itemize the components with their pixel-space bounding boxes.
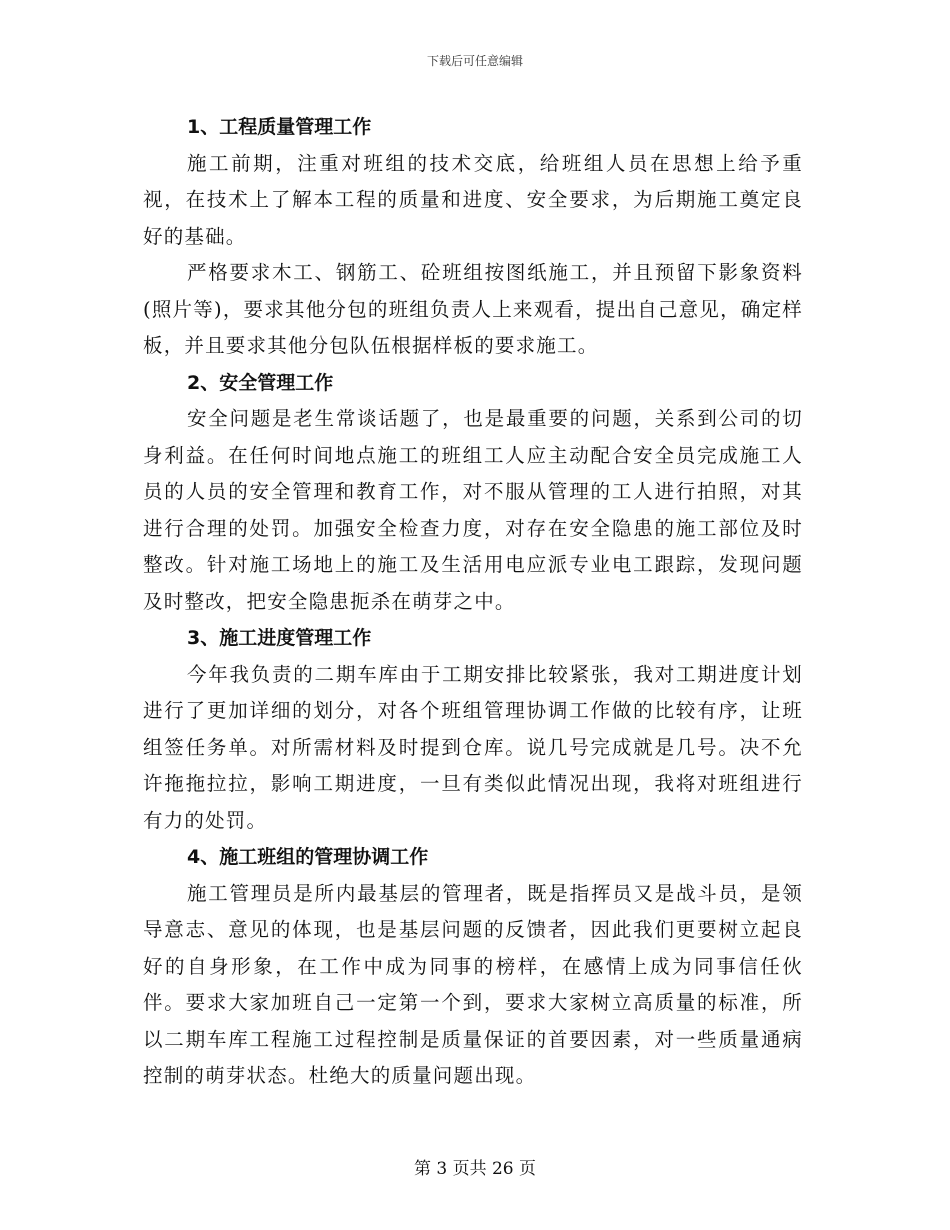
section-progress [143,620,803,839]
section-heading: 1、工程质量管理工作 [187,116,372,138]
paragraph: 安全问题是老生常谈话题了，也是最重要的问题，关系到公司的切身利益。在任何时间地点施工的班组工人应主动配合安全员完成施工人员的人员的安全管理和教育工作，对不服从管理的工人进行拍照，对其进行合理的处罚。加强安全检查力度，对存在安全隐患的施工部位及时整改。针对施工场地上的施工及生活用电应派专业电工跟踪，发现问题及时整改，把安全隐患扼杀在萌芽之中。 [143,407,803,613]
paragraph: 施工管理员是所内最基层的管理者，既是指挥员又是战斗员，是领导意志、意见的体现，也是基层问题的反馈者，因此我们更要树立起良好的自身形象，在工作中成为同事的榜样，在感情上成为同事信任伙伴。要求大家加班自己一定第一个到，要求大家树立高质量的标准，所以二期车库工程施工过程控制是质量保证的首要因素，对一些质量通病控制的萌芽状态。杜绝大的质量问题出现。 [143,881,803,1087]
page-number-footer: 第 3 页共 26 页 [413,1159,537,1179]
paragraph: 严格要求木工、钢筋工、砼班组按图纸施工，并且预留下影象资料(照片等)，要求其他分包的班组负责人上来观看，提出自己意见，确定样板，并且要求其他分包队伍根据样板的要求施工。 [143,261,803,357]
section-heading: 4、施工班组的管理协调工作 [187,846,429,868]
section-team-coordination [143,839,803,1095]
document-body [143,109,803,1095]
section-quality [143,109,803,365]
section-safety [143,365,803,621]
section-heading: 2、安全管理工作 [187,371,334,394]
paragraph: 今年我负责的二期车库由于工期安排比较紧张，我对工期进度计划进行了更加详细的划分，对各个班组管理协调工作做的比较有序，让班组签任务单。对所需材料及时提到仓库。说几号完成就是几号。决不允许拖拖拉拉，影响工期进度，一旦有类似此情况出现，我将对班组进行有力的处罚。 [143,662,803,832]
section-heading: 3、施工进度管理工作 [187,627,372,649]
page-header-note: 下载后可任意编辑 [426,54,523,68]
paragraph: 施工前期，注重对班组的技术交底，给班组人员在思想上给予重视，在技术上了解本工程的质量和进度、安全要求，为后期施工奠定良好的基础。 [143,151,803,248]
